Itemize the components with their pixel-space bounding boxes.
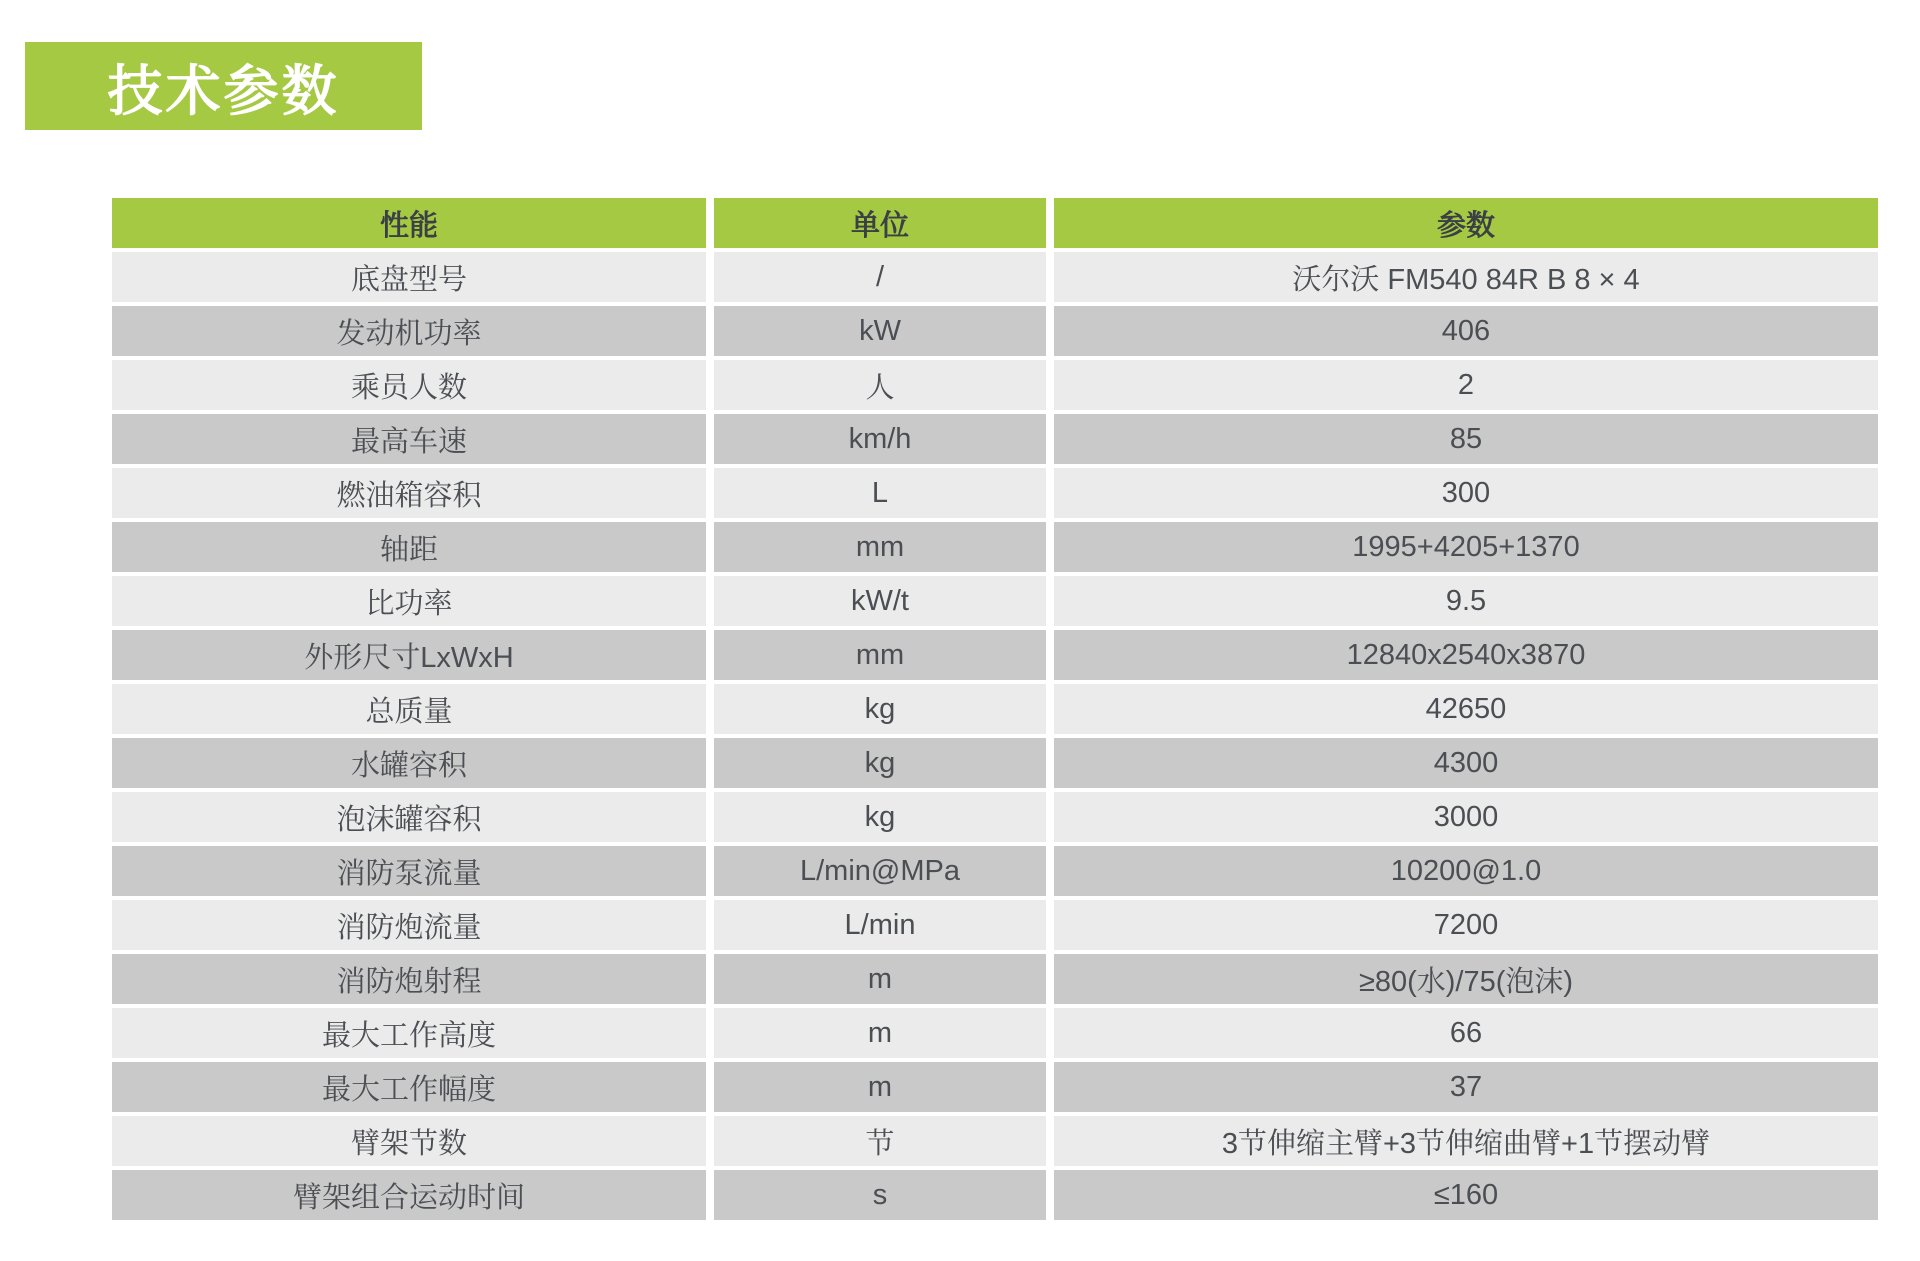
table-row — [112, 1008, 1878, 1058]
table-row — [112, 252, 1878, 302]
spec-unit: kW — [714, 306, 1046, 356]
spec-name: 最大工作幅度 — [112, 1062, 706, 1112]
spec-value: 沃尔沃 FM540 84R B 8 × 4 — [1054, 252, 1878, 302]
table-row — [112, 522, 1878, 572]
spec-name: 消防泵流量 — [112, 846, 706, 896]
spec-value: 3000 — [1054, 792, 1878, 842]
spec-table — [112, 198, 1878, 1220]
spec-unit: m — [714, 1062, 1046, 1112]
spec-name: 乘员人数 — [112, 360, 706, 410]
spec-unit: km/h — [714, 414, 1046, 464]
table-row — [112, 576, 1878, 626]
section-title-badge — [25, 42, 422, 130]
spec-unit: 节 — [714, 1116, 1046, 1166]
spec-unit: L — [714, 468, 1046, 518]
spec-name: 最高车速 — [112, 414, 706, 464]
spec-unit: / — [714, 252, 1046, 302]
spec-name: 总质量 — [112, 684, 706, 734]
table-row — [112, 1062, 1878, 1112]
spec-value: 42650 — [1054, 684, 1878, 734]
spec-value: ≥80(水)/75(泡沫) — [1054, 954, 1878, 1004]
spec-name: 最大工作高度 — [112, 1008, 706, 1058]
table-row — [112, 792, 1878, 842]
spec-value: 4300 — [1054, 738, 1878, 788]
spec-value: 85 — [1054, 414, 1878, 464]
spec-unit: m — [714, 1008, 1046, 1058]
table-row — [112, 900, 1878, 950]
table-row — [112, 1116, 1878, 1166]
table-row — [112, 846, 1878, 896]
table-row — [112, 954, 1878, 1004]
spec-name: 臂架组合运动时间 — [112, 1170, 706, 1220]
table-row — [112, 1170, 1878, 1220]
spec-unit: kg — [714, 792, 1046, 842]
spec-unit: 人 — [714, 360, 1046, 410]
table-header-row — [112, 198, 1878, 248]
table-row — [112, 630, 1878, 680]
table-row — [112, 684, 1878, 734]
column-header-performance: 性能 — [112, 198, 706, 248]
spec-value: 66 — [1054, 1008, 1878, 1058]
spec-unit: kg — [714, 738, 1046, 788]
spec-name: 臂架节数 — [112, 1116, 706, 1166]
spec-value: ≤160 — [1054, 1170, 1878, 1220]
spec-unit: m — [714, 954, 1046, 1004]
spec-value: 2 — [1054, 360, 1878, 410]
section-title: 技术参数 — [107, 59, 340, 122]
spec-value: 9.5 — [1054, 576, 1878, 626]
spec-value: 300 — [1054, 468, 1878, 518]
spec-value: 37 — [1054, 1062, 1878, 1112]
column-header-parameter: 参数 — [1054, 198, 1878, 248]
spec-value: 7200 — [1054, 900, 1878, 950]
table-row — [112, 414, 1878, 464]
spec-name: 泡沫罐容积 — [112, 792, 706, 842]
table-row — [112, 306, 1878, 356]
table-row — [112, 360, 1878, 410]
spec-value: 406 — [1054, 306, 1878, 356]
spec-unit: kW/t — [714, 576, 1046, 626]
spec-name: 发动机功率 — [112, 306, 706, 356]
spec-unit: L/min — [714, 900, 1046, 950]
spec-unit: mm — [714, 522, 1046, 572]
table-row — [112, 468, 1878, 518]
spec-unit: s — [714, 1170, 1046, 1220]
spec-name: 消防炮射程 — [112, 954, 706, 1004]
spec-unit: mm — [714, 630, 1046, 680]
spec-name: 燃油箱容积 — [112, 468, 706, 518]
spec-name: 水罐容积 — [112, 738, 706, 788]
spec-name: 外形尺寸LxWxH — [112, 630, 706, 680]
spec-name: 消防炮流量 — [112, 900, 706, 950]
spec-name: 比功率 — [112, 576, 706, 626]
spec-value: 12840x2540x3870 — [1054, 630, 1878, 680]
column-header-unit: 单位 — [714, 198, 1046, 248]
spec-value: 10200@1.0 — [1054, 846, 1878, 896]
spec-name: 底盘型号 — [112, 252, 706, 302]
table-row — [112, 738, 1878, 788]
spec-name: 轴距 — [112, 522, 706, 572]
spec-unit: kg — [714, 684, 1046, 734]
spec-value: 1995+4205+1370 — [1054, 522, 1878, 572]
spec-unit: L/min@MPa — [714, 846, 1046, 896]
spec-value: 3节伸缩主臂+3节伸缩曲臂+1节摆动臂 — [1054, 1116, 1878, 1166]
